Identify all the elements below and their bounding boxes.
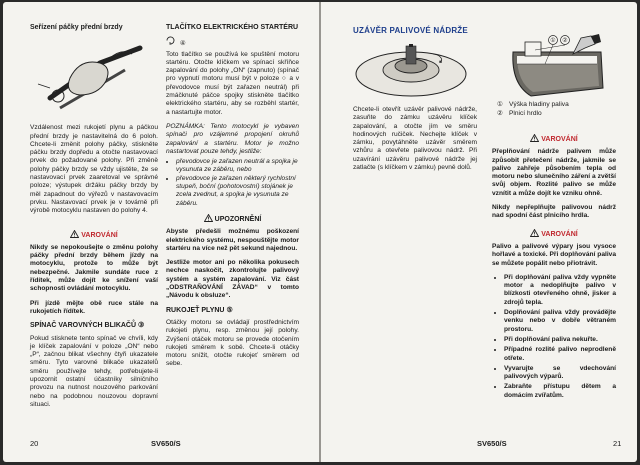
right-model-label: SV650/S: [477, 439, 507, 448]
caution-triangle-icon: [204, 214, 213, 222]
fuel-vapor-warning-label: VAROVÁNÍ: [541, 230, 578, 238]
hazard-switch-title: SPÍNAČ VAROVNÝCH BLIKAČŮ: [30, 322, 137, 330]
starter-icon: [166, 36, 178, 45]
hazard-switch-symbol: ③: [138, 322, 145, 330]
lever-adjust-title: Seřízení páčky přední brzdy: [30, 24, 123, 31]
starter-button-title: TLAČÍTKO ELEKTRICKÉHO STARTÉRU: [166, 24, 299, 31]
warning-triangle-icon: [530, 229, 539, 237]
overfill-warning-text-1: Přeplňování nádrže palivem může způsobit přetečení nádrže, jakmile se palivo zahřeje působením tepla od motoru nebo slunečního záření a zvětší svůj objem. Rozlité palivo se může vznítit a může dojít ke vzniku ohně.: [492, 148, 616, 197]
right-page-number: 21: [613, 439, 622, 448]
right-col-2: [492, 128, 616, 402]
fuel-cap-illustration: [351, 40, 471, 100]
legend-num-2: ②: [497, 110, 503, 117]
fuel-level-illustration: [495, 34, 613, 100]
caution-label: UPOZORNĚNÍ: [214, 215, 262, 223]
fuel-vapor-warning-heading: [492, 229, 616, 239]
fuel-safety-item-5: • Vyvarujte se vdechování palivových výparů.: [504, 365, 616, 382]
warning-triangle-icon: [530, 134, 539, 142]
fuel-cap-text: Chcete-li otevřít uzávěr palivové nádrže, zasuňte do zámku uzávěru klíček zapalování, a otočte jím ve směru hodinových ručiček. Nechejte klíček v zámku, povytáhněte uzávěr směrem vzhůru a otevřete palivovou nádrž. Při uzavírání uzávěru palivové nádrže jej zatlačte (s klíčkem v zámku) pevně dolů.: [353, 106, 477, 172]
note-label: POZNÁMKA:: [166, 122, 205, 130]
starter-text: Toto tlačítko se používá ke spuštění motoru startéru. Otočte klíčkem ve spínací skříňce zapalování do polohy „ON“ (zapnuto) (spínač pro vypnutí motoru musí být v poloze ○ a v převodovce musí být zařazen neutrál) při zmáčknuté páčce spojky stiskněte tlačítko elektrického startéru, aby se rozběhl startér, a nastartujte motor.: [166, 50, 299, 116]
hazard-switch-heading: [30, 322, 158, 330]
overfill-warning-heading: [492, 134, 616, 144]
legend-text-1: Výška hladiny paliva: [509, 101, 569, 108]
left-model-label: SV650/S: [151, 439, 181, 448]
starter-symbol: [166, 36, 299, 48]
left-col-2: [166, 24, 299, 375]
caution-text-1: Abyste předešli možnému poškození elektrického systému, nespouštějte motor startéru na více než pět sekund najednou.: [166, 228, 299, 252]
fuel-cap-title: UZÁVĚR PALIVOVÉ NÁDRŽE: [353, 26, 468, 35]
note-item-1: • převodovce je zařazen neutrál a spojka je vysunuta ze záběru, nebo: [176, 158, 299, 175]
lever-warning-text-1: Nikdy se nepokoušejte o změnu polohy páčky přední brzdy během jízdy na motocyklu, protože to může být nebezpečné. Jakmile sundáte ruce z řídítek, může dojít ke snížení vaší schopnosti ovládání motocyklu.: [30, 243, 158, 293]
starter-callout: ④: [179, 40, 186, 48]
right-page: [321, 2, 637, 462]
throttle-heading: [166, 307, 299, 315]
note-list: [166, 158, 299, 208]
left-page: [3, 2, 319, 462]
starter-note: [166, 123, 299, 156]
fuel-safety-item-6: • Zabraňte přístupu dětem a domácím zvířatům.: [504, 383, 616, 400]
caution-text-2: Jestliže motor ani po několika pokusech nechce naskočit, zkontrolujte palivový systém a systém zapalování. Viz část „ODSTRAŇOVÁNÍ ZÁVAD“ v tomto „Návodu k obsluze“.: [166, 259, 299, 300]
warning-triangle-icon: [70, 230, 79, 238]
lever-warning-label: VAROVÁNÍ: [81, 231, 118, 239]
callout-1-label: ①: [550, 38, 556, 44]
lever-adjust-text: Vzdálenost mezi rukojetí plynu a páčkou přední brzdy je nastavitelná do 6 poloh. Chcete-li změnit polohy páčky, stiskněte páčku brzdy dopředu a otočte nastavovací prvek do požadované polohy. Při změně polohy páčky brzdy se vždy ujistěte, že se nastavovací prvek zaaretoval ve správné poloze; výstupek držáku páčky brzdy by měl zapadnout do výřezů v nastavovacím prvku. Nastavovací prvek je v továrně při výrobě motocyklu nastaven do polohy 4.: [30, 124, 158, 215]
throttle-text: Otáčky motoru se ovládají prostřednictvím rukojeti plynu, resp. změnou její polohy. Zvýšení otáček motoru se provede otočením rukojeti směrem k sobě. Chcete-li otáčky motoru snížit, otočte rukojeť směrem od sebe.: [166, 318, 299, 368]
overfill-warning-text-2: Nikdy nepřeplňujte palivovou nádrž nad spodní část plnicího hrdla.: [492, 204, 616, 220]
lever-warning-text-2: Při jízdě mějte obě ruce stále na rukojetích řídítek.: [30, 299, 158, 315]
fuel-safety-item-2: • Doplňování paliva vždy provádějte venku nebo v dobře větraném prostoru.: [504, 309, 616, 334]
fuel-safety-item-3: • Při doplňování paliva nekuřte.: [504, 336, 616, 344]
fuel-vapor-intro: Palivo a palivové výpary jsou vysoce hořlavé a toxické. Při doplňování paliva se můžete popálit nebo přiotrávit.: [492, 242, 616, 267]
callout-2-label: ②: [562, 38, 568, 44]
caution-heading: [166, 214, 299, 224]
legend-item-1: [497, 100, 615, 109]
legend-num-1: ①: [497, 101, 503, 108]
left-col-1: [30, 24, 158, 415]
brake-lever-illustration: [30, 38, 158, 116]
throttle-title: RUKOJEŤ PLYNU: [166, 306, 225, 314]
note-text: Tento motocykl je vybaven spínači pro vzájemné propojení okruhů zapalování a startéru. Motor je možno nastartovat pouze tehdy, jestliže:: [166, 122, 299, 155]
fuel-safety-item-1: • Při doplňování paliva vždy vypněte motor a nedoplňujte palivo v blízkosti otevřeného ohně, jisker a zdrojů tepla.: [504, 274, 616, 307]
note-item-2: • převodovce je zařazen některý rychlostní stupeň, boční (pohotovostní) stojánek je zcela zvednut, a spojka je vysunuta ze záběru.: [176, 175, 299, 208]
fuel-safety-list: [492, 274, 616, 400]
overfill-warning-label: VAROVÁNÍ: [541, 136, 578, 143]
lever-warning-heading: [30, 230, 158, 240]
hazard-switch-text: Pokud stisknete tento spínač ve chvíli, kdy je klíček zapalování v poloze „ON“ nebo „P“, začnou blikat všechny čtyři ukazatele směru. Tyto varovné blikače ukazatelů směru používejte tehdy, potřebujete-li upozornit ostatní účastníky silničního provozu na nutnost nouzového parkování nebo na podobnou nouzovou dopravní situaci.: [30, 334, 158, 408]
right-col-1: [353, 106, 477, 178]
illustration-legend: [497, 100, 615, 118]
left-page-number: 20: [30, 439, 39, 448]
throttle-symbol: ⑤: [226, 306, 233, 314]
legend-item-2: [497, 109, 615, 118]
fuel-safety-item-4: • Případné rozlité palivo neprodleně otřete.: [504, 346, 616, 363]
legend-text-2: Plnicí hrdlo: [509, 110, 542, 117]
